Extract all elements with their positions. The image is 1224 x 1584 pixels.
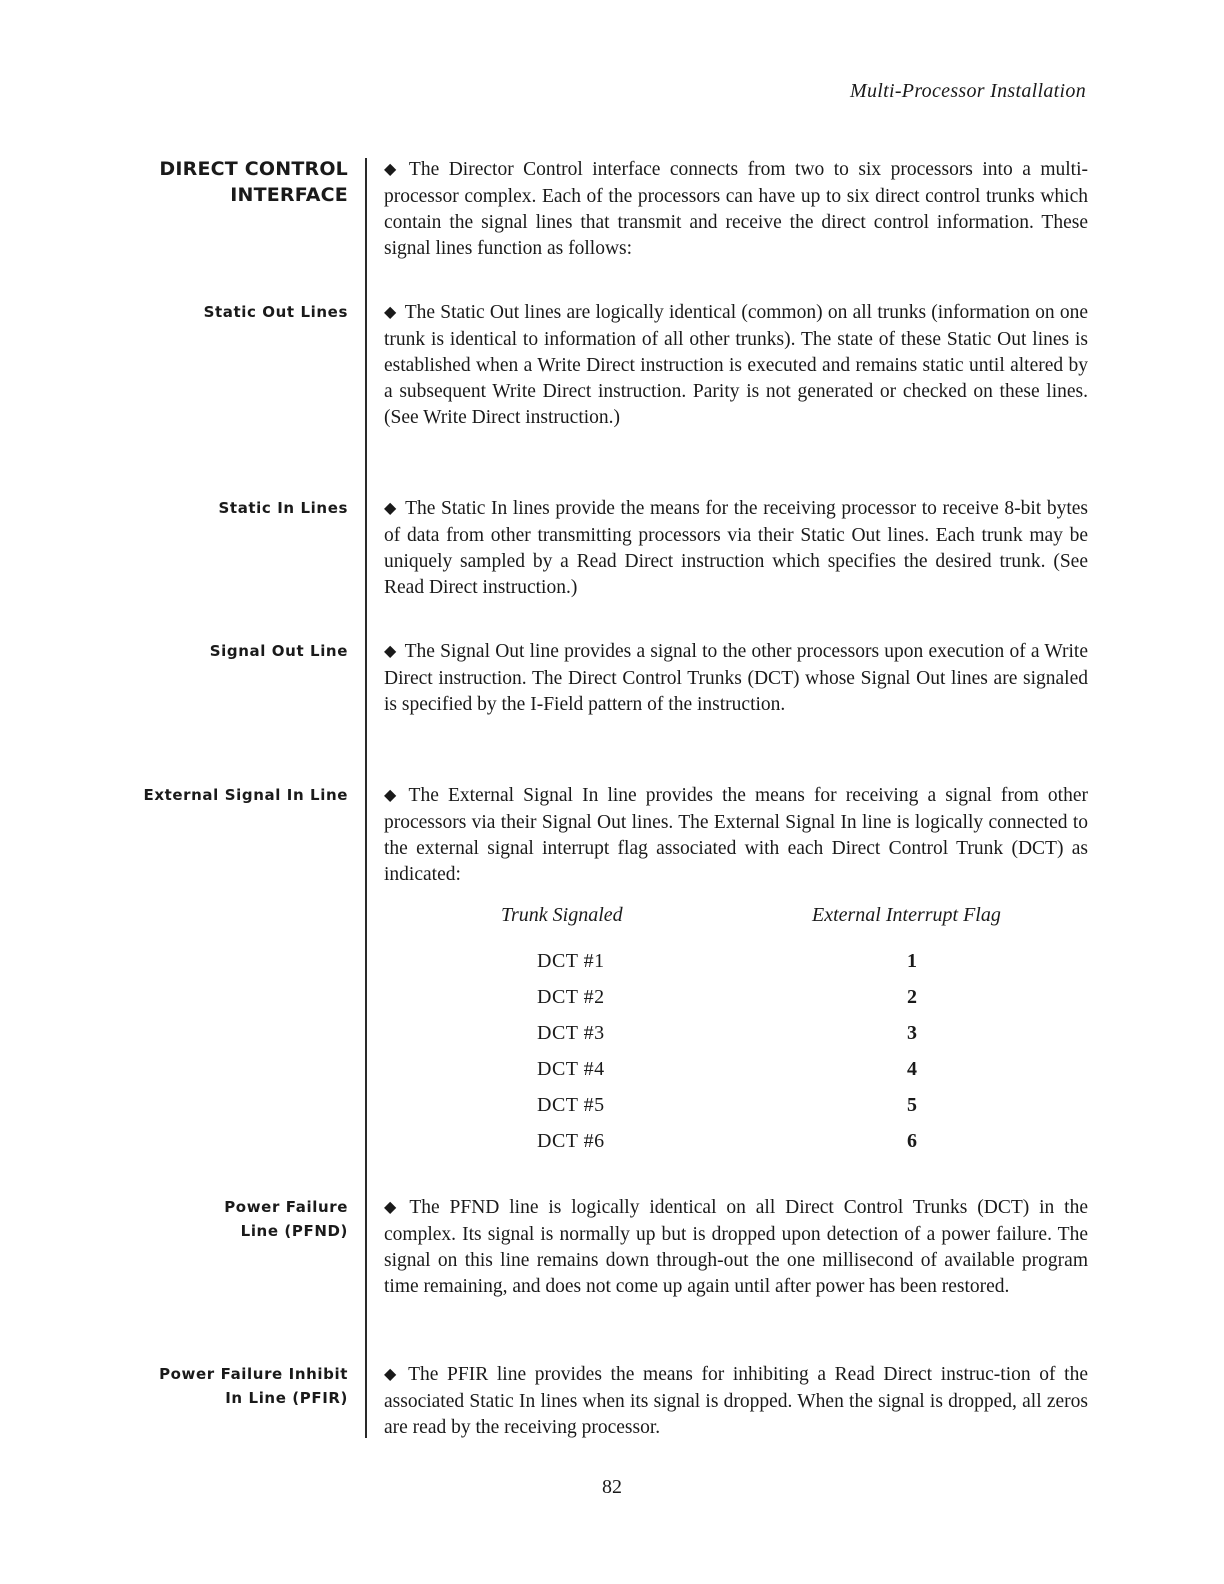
- table-row: [384, 1058, 1088, 1094]
- paragraph-text: The External Signal In line provides the means for receiving a signal from other processors via their Signal Out lines. The External Signal In line is logically connected to the external signal interrupt flag associated with each Direct Control Trunk (DCT) as indicated:: [384, 785, 1088, 885]
- side-heading-line: Power Failure: [224, 1198, 348, 1216]
- flag-cell: 1: [907, 950, 917, 972]
- trunk-cell: DCT #1: [537, 950, 605, 972]
- flag-cell: 5: [907, 1094, 917, 1116]
- side-heading-line: In Line (PFIR): [225, 1389, 348, 1407]
- section-heading-line: INTERFACE: [230, 184, 348, 206]
- flag-cell: 4: [907, 1058, 917, 1080]
- paragraph: [384, 300, 1088, 431]
- table-row: [384, 986, 1088, 1022]
- side-heading: Static Out Lines: [203, 303, 348, 321]
- column-header-external-interrupt-flag: External Interrupt Flag: [812, 904, 1001, 926]
- table-row: [384, 1094, 1088, 1130]
- paragraph-text: The Director Control interface connects from two to six processors into a multi-processor complex. Each of the processors can have up to six direct control trunks which contain the signal lines that transmit and receive the direct control information. These signal lines function as follows:: [384, 159, 1088, 259]
- trunk-cell: DCT #5: [537, 1094, 605, 1116]
- paragraph: [384, 639, 1088, 718]
- diamond-bullet-icon: ◆: [384, 304, 397, 321]
- table-row: [384, 950, 1088, 986]
- diamond-bullet-icon: ◆: [384, 643, 397, 660]
- paragraph: [384, 496, 1088, 601]
- paragraph: [384, 783, 1088, 888]
- paragraph-text: The Static Out lines are logically identical (common) on all trunks (information on one trunk is identical to information of all other trunks). The state of these Static Out lines is established when a Write Direct instruction is executed and remains static until altered by a subsequent Write Direct instruction. Parity is not generated or checked on these lines. (See Write Direct instruction.): [384, 302, 1089, 428]
- side-heading: Static In Lines: [218, 499, 348, 517]
- trunk-cell: DCT #6: [537, 1130, 605, 1152]
- side-heading: [159, 1362, 348, 1410]
- side-heading: [224, 1195, 348, 1243]
- trunk-cell: DCT #4: [537, 1058, 605, 1080]
- paragraph-text: The Static In lines provide the means for the receiving processor to receive 8-bit bytes of data from other transmitting processors via their Static Out lines. Each trunk may be uniquely sampled by a Read Direct instruction which specifies the desired trunk. (See Read Direct instruction.): [384, 498, 1088, 598]
- side-heading: External Signal In Line: [143, 786, 348, 804]
- side-heading-line: Line (PFND): [240, 1222, 348, 1240]
- side-heading: Signal Out Line: [209, 642, 348, 660]
- diamond-bullet-icon: ◆: [384, 787, 401, 804]
- page-number: 82: [602, 1476, 622, 1498]
- flag-cell: 6: [907, 1130, 917, 1152]
- diamond-bullet-icon: ◆: [384, 161, 401, 178]
- paragraph: [384, 1195, 1088, 1300]
- section-heading-line: DIRECT CONTROL: [159, 158, 348, 180]
- paragraph-text: The Signal Out line provides a signal to the other processors upon execution of a Write Direct instruction. The Direct Control Trunks (DCT) whose Signal Out lines are signaled is specified by the I-Field pattern of the instruction.: [384, 641, 1089, 715]
- table-row: [384, 1130, 1088, 1166]
- paragraph: [384, 1362, 1088, 1441]
- margin-rule: [365, 158, 367, 1438]
- paragraph-text: The PFND line is logically identical on all Direct Control Trunks (DCT) in the complex. Its signal is normally up but is dropped upon detection of a power failure. The signal on this line remains down through-out the one millisecond of available program time remaining, and does not come up again until after power has been restored.: [384, 1197, 1088, 1297]
- paragraph-text: The PFIR line provides the means for inhibiting a Read Direct instruc-tion of the associated Static In lines when its signal is dropped. When the signal is dropped, all zeros are read by the receiving processor.: [384, 1364, 1088, 1438]
- diamond-bullet-icon: ◆: [384, 1366, 401, 1383]
- diamond-bullet-icon: ◆: [384, 1199, 402, 1216]
- diamond-bullet-icon: ◆: [384, 500, 398, 517]
- running-header: Multi-Processor Installation: [850, 80, 1086, 102]
- flag-cell: 2: [907, 986, 917, 1008]
- paragraph: [384, 157, 1088, 262]
- trunk-cell: DCT #3: [537, 1022, 605, 1044]
- column-header-trunk-signaled: Trunk Signaled: [501, 904, 623, 926]
- trunk-cell: DCT #2: [537, 986, 605, 1008]
- section-heading: [159, 156, 348, 208]
- flag-cell: 3: [907, 1022, 917, 1044]
- side-heading-line: Power Failure Inhibit: [159, 1365, 348, 1383]
- table-row: [384, 1022, 1088, 1058]
